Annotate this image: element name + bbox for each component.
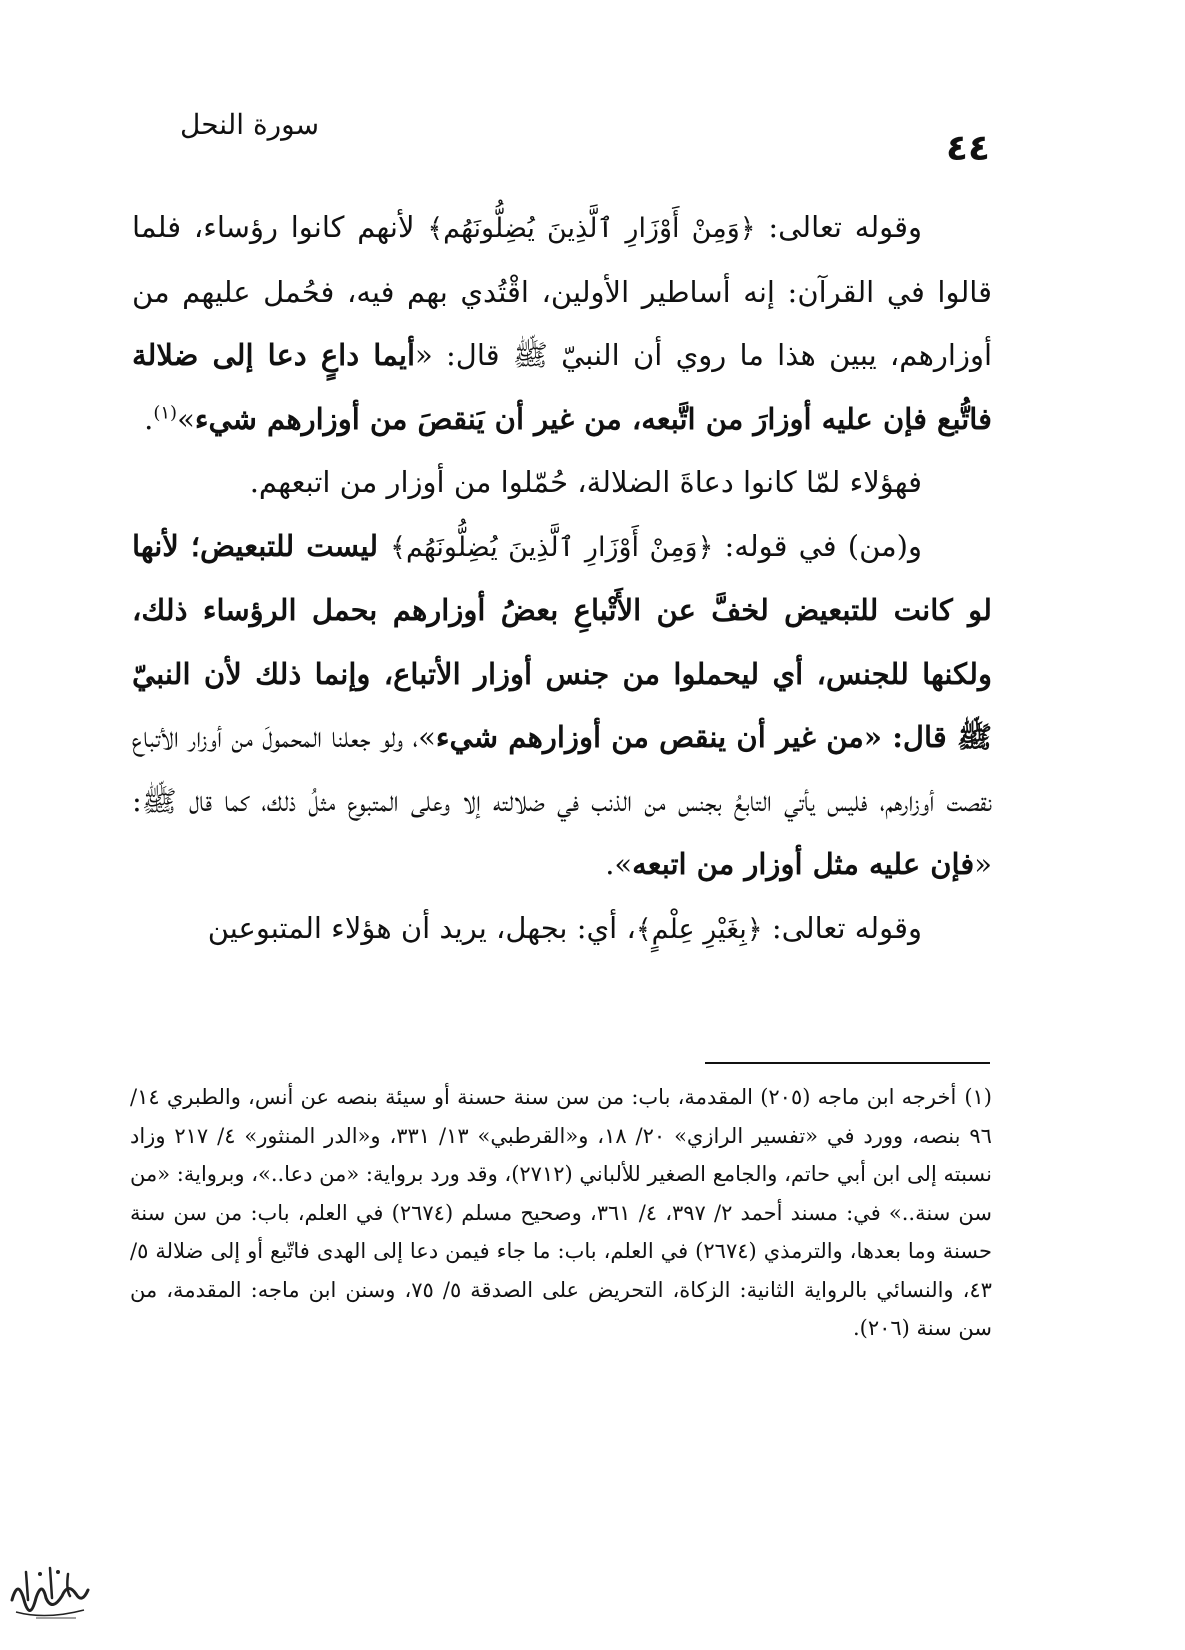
calligraphy-logo-icon (6, 1560, 92, 1630)
text-run: »، ولو جعلنا المحمولَ من أوزار الأتباع نقصت أوزارهم، فليس يأتي التابعُ بجنس من الذنب في ضلالته إلا وعلى المتبوع مثلُ ذلك، كما قال ﷺ: « (132, 720, 992, 881)
hadith-quote: أيما داعٍ دعا إلى ضلالة فاتُّبع فإن عليه أوزارَ من اتَّبعه، من غير أن يَنقصَ من أوزارهم شيء (132, 338, 992, 436)
text-run: . (144, 401, 154, 436)
text-run: و(من) في قوله: (713, 528, 923, 563)
page-number: ٤٤ (946, 128, 990, 169)
calligraphy-logo (6, 1560, 92, 1630)
text-run: ، أي: بجهل، يريد أن هؤلاء المتبوعين (207, 910, 636, 945)
text-run: لأنهم كانوا رؤساء، فلما قالوا في القرآن: إنه أساطير الأولين، اقْتُدي بهم فيه، فحُمل عليهم من أوزارهم، يبين هذا ما روي أن النبيّ ﷺ قال: « (132, 210, 993, 372)
footnote-number: (١) (964, 1085, 992, 1109)
text-run: وقوله تعالى: (755, 210, 923, 244)
hadith-quote: من غير أن ينقص من أوزارهم شيء (435, 720, 864, 754)
text-run: ليست للتبعيض؛ لأنها لو كانت للتبعيض لخفَّ عن الأَتْباعِ بعضُ أوزارهم بحمل الرؤساء ذلك، ولكنها للجنس، أي ليحملوا من جنس أوزار الأتباع، وإنما ذلك لأن النبيّ ﷺ قال: « (132, 528, 993, 754)
paragraph-2: فهؤلاء لمّا كانوا دعاةَ الضلالة، حُمّلوا من أوزار من اتبعهم. (249, 465, 922, 499)
main-text (132, 196, 992, 961)
quran-verse: ﴿بِغَيْرِ عِلْمٍ﴾ (635, 913, 763, 945)
footnote-divider (705, 1062, 990, 1064)
paragraph-1 (132, 196, 992, 451)
hadith-quote: فإن عليه مثل أوزار من اتبعه (632, 847, 975, 881)
footnote-text: أخرجه ابن ماجه (٢٠٥) المقدمة، باب: من سن سنة حسنة أو سيئة بنصه عن أنس، والطبري ١٤/ ٩٦ بنصه، وورد في «تفسير الرازي» ٢٠/ ١٨، و«القرطبي» ١٣/ ٣٣١، و«الدر المنثور» ٤/ ٢١٧ وزاد نسبته إلى ابن أبي حاتم، والجامع الصغير للألباني (٢٧١٢)، وقد ورد برواية: «من دعا..»، وبرواية: «من سن سنة..» في: مسند أحمد ٢/ ٣٩٧، ٤/ ٣٦١، وصحيح مسلم (٢٦٧٤) في العلم، باب: من سن سنة حسنة وما بعدها، والترمذي (٢٦٧٤) في العلم، باب: ما جاء فيمن دعا إلى الهدى فاتّبع أو إلى ضلالة ٥/ ٤٣، والنسائي بالرواية الثانية: الزكاة، التحريض على الصدقة ٥/ ٧٥، وسنن ابن ماجه: المقدمة، من سن سنة (٢٠٦). (130, 1085, 993, 1340)
footnote (130, 1078, 992, 1348)
text-run: ». (605, 847, 633, 881)
text-run: » (177, 401, 195, 436)
footnote-ref[interactable]: (١) (153, 401, 178, 423)
surah-title: سورة النحل (180, 108, 320, 141)
paragraph-3 (132, 515, 992, 897)
quran-verse: ﴿وَمِنْ أَوْزَارِ ٱلَّذِينَ يُضِلُّونَهُم﴾ (390, 531, 714, 563)
text-run: وقوله تعالى: (762, 910, 922, 945)
page-header (180, 108, 990, 168)
quran-verse: ﴿وَمِنْ أَوْزَارِ ٱلَّذِينَ يُضِلُّونَهُم﴾ (427, 213, 756, 244)
paragraph-4 (132, 897, 992, 962)
